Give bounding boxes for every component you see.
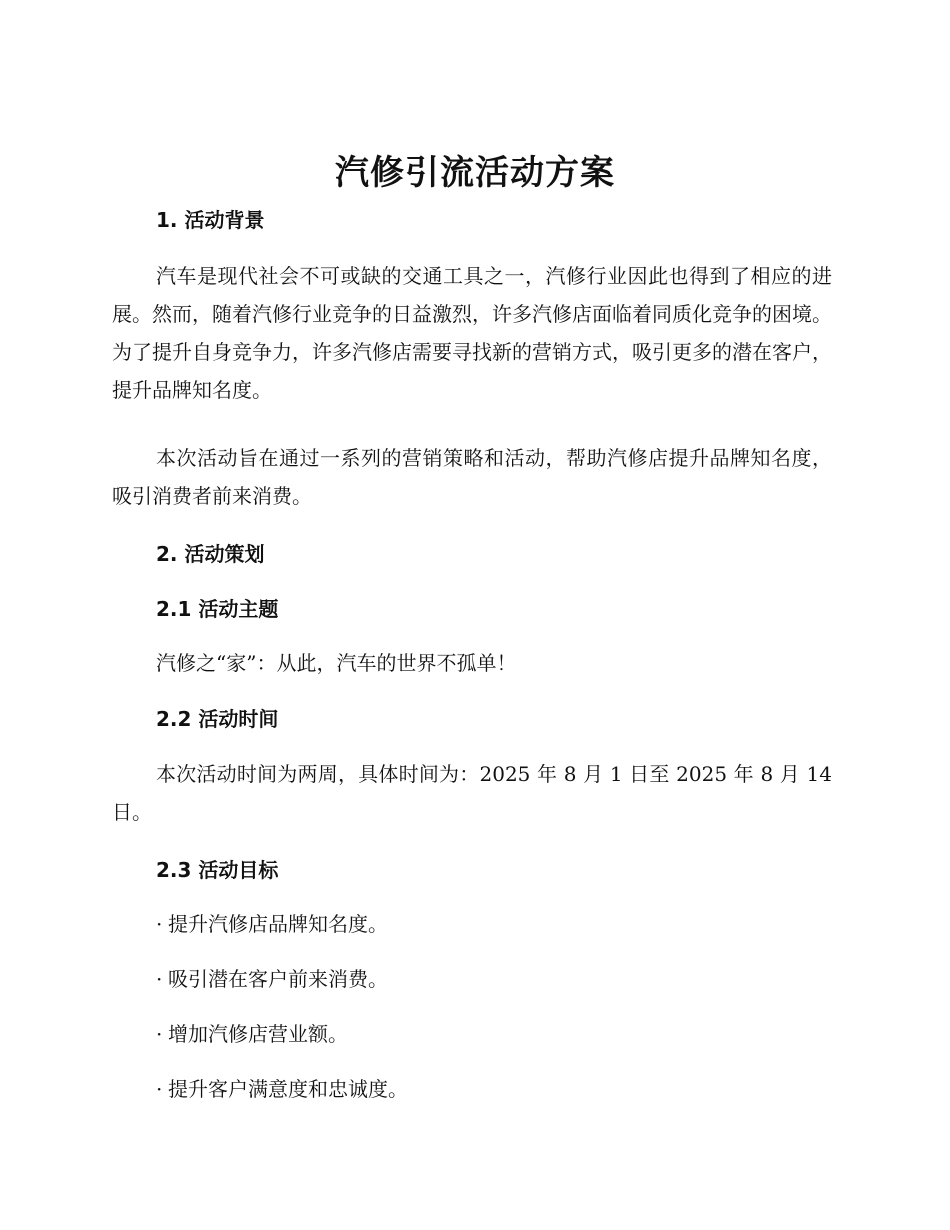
- goal-item-text: 提升客户满意度和忠诚度。: [168, 1077, 408, 1101]
- goal-list-item: [156, 964, 388, 994]
- background-paragraph-2: 本次活动旨在通过一系列的营销策略和活动，帮助汽修店提升品牌知名度，吸引消费者前来消费。: [112, 446, 832, 508]
- theme-text: 汽修之“家”：从此，汽车的世界不孤单！: [156, 651, 517, 675]
- bullet-dot: ·: [156, 1022, 163, 1046]
- bullet-dot: ·: [156, 1077, 163, 1101]
- section-heading-theme: 2.1 活动主题: [156, 597, 279, 621]
- goal-list-item: [156, 909, 388, 939]
- bullet-dot: ·: [156, 967, 163, 991]
- goal-list-item: [156, 1074, 408, 1104]
- goal-item-text: 提升汽修店品牌知名度。: [168, 912, 388, 936]
- goal-list-item: [156, 1019, 348, 1049]
- goal-item-text: 吸引潜在客户前来消费。: [168, 967, 388, 991]
- bullet-dot: ·: [156, 912, 163, 936]
- section-heading-time: 2.2 活动时间: [156, 707, 279, 731]
- section-heading-planning: 2. 活动策划: [156, 542, 265, 566]
- background-paragraph-1: 汽车是现代社会不可或缺的交通工具之一，汽修行业因此也得到了相应的进展。然而，随着汽修行业竞争的日益激烈，许多汽修店面临着同质化竞争的困境。为了提升自身竞争力，许多汽修店需要寻找新的营销方式，吸引更多的潜在客户，提升品牌知名度。: [112, 264, 832, 402]
- document-title: 汽修引流活动方案: [335, 153, 615, 193]
- section-heading-background: 1. 活动背景: [156, 208, 265, 232]
- time-paragraph: 本次活动时间为两周，具体时间为：2025 年 8 月 1 日至 2025 年 8 月 14 日。: [112, 762, 832, 824]
- goal-item-text: 增加汽修店营业额。: [168, 1022, 348, 1046]
- section-heading-goals: 2.3 活动目标: [156, 858, 279, 882]
